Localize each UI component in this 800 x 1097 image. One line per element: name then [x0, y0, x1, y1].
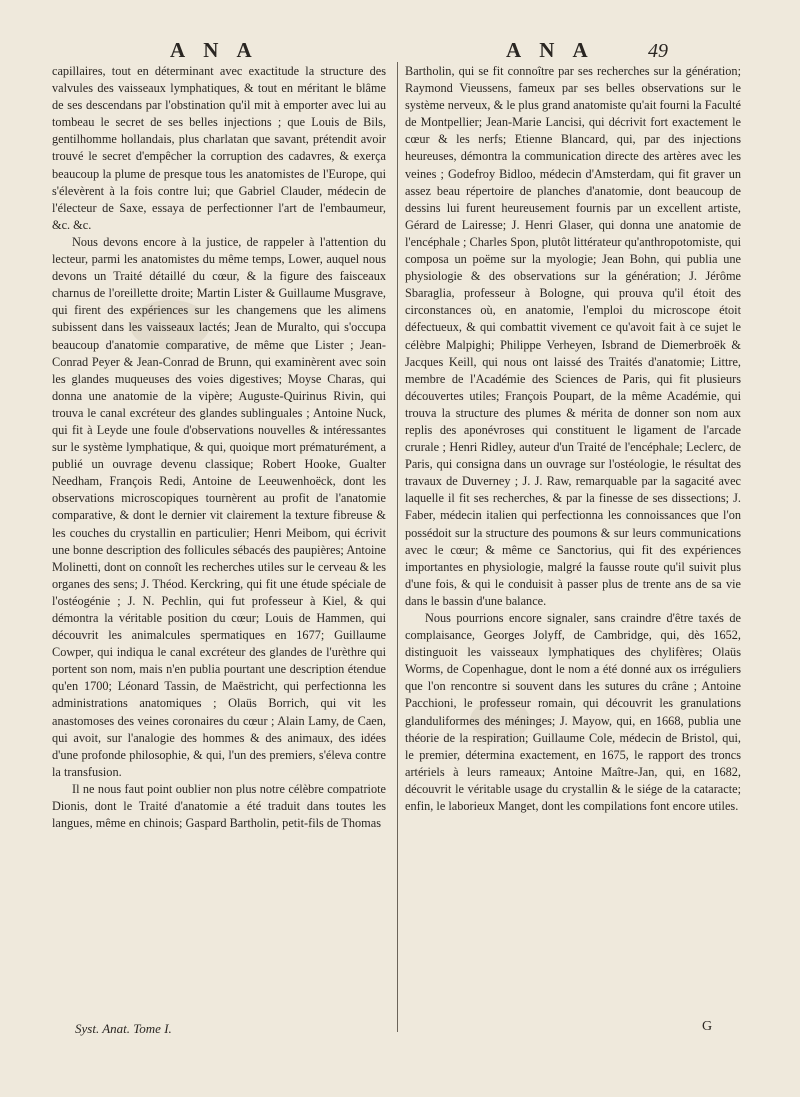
paragraph: capillaires, tout en déterminant avec exactitude la structure des valvules des vaisseaux lymphatiques, & tout en méritant le blâme de ses descendans par l'obstination qu'il mit à emporter avec lui au tombeau le secret de ses belles injections ; que Louis de Bils, gentilhomme hollandais, plus charlatan que savant, prétendit avoir trouvé le secret d'empêcher la corruption des cadavres, & exerça beaucoup la plume de presque tous les anatomistes de l'Europe, qui s'élevèrent à la fois contre lui; que Gabriel Clauder, médecin de l'électeur de Saxe, essaya de perfectionner l'art de l'embaumeur, &c. &c.: [52, 64, 386, 232]
paragraph: Il ne nous faut point oublier non plus notre célèbre compatriote Dionis, dont le Traité d'anatomie a été traduit dans toutes les langues, même en chinois; Gaspard Bartholin, petit-fils de Thomas: [52, 781, 386, 831]
page-number: 49: [648, 40, 668, 62]
column-divider: [397, 62, 398, 1032]
running-head-left: A N A: [170, 38, 259, 62]
right-column: [405, 63, 741, 815]
running-head-right: A N A: [506, 38, 595, 62]
left-column: [52, 63, 386, 832]
paragraph: Bartholin, qui se fit connoître par ses recherches sur la génération; Raymond Vieussens, fameux par ses belles observations sur le système nerveux, & le plus grand anatomiste qu'ait fourni la Faculté de Montpellier; Jean-Marie Lancisi, qui décrivit fort exactement le cœur & les nerfs; Etienne Blancard, qui, par des injections heureuses, démontra la communication directe des artères avec les veines ; Godefroy Bidloo, médecin d'Amsterdam, qui fit graver un assez beau répertoire de planches d'anatomie, dont beaucoup de dessins lui furent heureusement fournis par un excellent artiste, Gérard de Lairesse; J. Henri Glaser, qui donna une anatomie de l'encéphale ; Charles Spon, plutôt littérateur qu'anthropotomiste, qui composa un poëme sur la myologie; Jean Bohn, qui publia une physiologie & des observations sur la génération; J. Jérôme Sbaraglia, professeur à Bologne, qui prouva qu'il étoit des circonstances où, en anatomie, l'emploi du microscope étoit défectueux, & qui combattit vivement ce qu'avoit fait à ce sujet le célèbre Malpighi; Philippe Verheyen, Isbrand de Diemerbroëk & Jacques Keill, qui nous ont laissé des Traités d'anatomie; Littre, membre de l'Académie des Sciences de Paris, qui fit plusieurs découvertes utiles; François Poupart, de la même Académie, qui trouva la structure des plumes & mérita de donner son nom aux replis des aponévroses qui constituent le ligament de l'arcade crurale ; Henri Ridley, auteur d'un Traité de l'encéphale; Leclerc, de Paris, qui consigna dans un ouvrage sur l'ostéologie, le résultat des travaux de Duverney ; J. J. Raw, remarquable par la sagacité avec laquelle il fit ses recherches, & par la finesse de ses dissections; J. Faber, médecin italien qui perfectionna les connoissances que l'on possédoit sur la structure des poumons & sur leurs communications avec le cœur; & même ce Sanctorius, qui fit des expériences importantes en physiologie, malgré la fausse route qu'il suivit plus d'une fois, & qui le conduisit à passer plus de trente ans de sa vie dans le bassin d'une balance.: [405, 64, 741, 608]
paragraph: Nous pourrions encore signaler, sans craindre d'être taxés de complaisance, Georges Jolyff, de Cambridge, qui, dès 1652, distinguoit les vaisseaux lymphatiques des chylifères; Olaüs Worms, de Copenhague, dont le nom a été donné aux os irréguliers que l'on rencontre si souvent dans les sutures du crâne ; Antoine Pacchioni, le professeur romain, qui découvrit les granulations glanduliformes des méninges; J. Mayow, qui, en 1668, publia une théorie de la respiration; Guillaume Cole, médecin de Bristol, qui, le premier, détermina exactement, en 1675, le rapport des troncs artériels à leurs rameaux; Antoine Maître-Jan, qui, en 1682, découvrit le véritable usage du crystallin & le siége de la cataracte; enfin, le laborieux Manget, dont les compilations font encore utiles.: [405, 611, 741, 814]
signature-mark: G: [702, 1019, 713, 1034]
book-title-footer: Syst. Anat. Tome I.: [75, 1021, 172, 1036]
paragraph: Nous devons encore à la justice, de rappeler à l'attention du lecteur, parmi les anatomistes du même temps, Lower, auquel nous devons un Traité détaillé du cœur, & la figure des faisceaux charnus de l'oreillette droite; Martin Lister & Guillaume Musgrave, qui firent des expériences sur les changemens que les alimens subissent dans les vaisseaux lactés; Jean de Muralto, qui s'occupa beaucoup d'anatomie comparative, de même que Lister ; Jean-Conrad Peyer & Jean-Conrad de Brunn, qui examinèrent avec soin les glandes muqueuses des voies digestives; Moyse Charas, qui donna une anatomie de la vipère; Auguste-Quirinus Rivin, qui trouva le canal excréteur des glandes sublinguales ; Antoine Nuck, qui fit à Leyde une foule d'observations nouvelles & intéressantes sur le système lymphatique, & qui, quoique mort prématurément, a publié un ouvrage devenu classique; Robert Hooke, Gualter Needham, François Redi, Antoine de Leeuwenhoëck, dont les observations microscopiques tournèrent au profit de l'anatomie comparative, & dont le dernier vit clairement la texture fibreuse & les couches du crystallin en particulier; Henri Meibom, qui écrivit une bonne description des follicules sébacés des paupières; Antoine Molinetti, dont on connoît les recherches utiles sur le cerveau & les organes des sens; J. Théod. Kerckring, qui fit une étude spéciale de l'ostéogénie ; J. N. Pechlin, qui fut professeur à Kiel, & qui démontra la véritable position du cœur; Louis de Hammen, qui découvrit les animalcules spermatiques en 1677; Guillaume Cowper, qui indiqua le canal excréteur des glandes de l'urèthre qui portent son nom, mais n'en publia pourtant une description étendue qu'en 1700; Léonard Tassin, de Maëstricht, qui perfectionna les administrations anatomiques ; Olaüs Borrich, qui vit les anastomoses des veines coronaires du cœur ; Alain Lamy, de Caen, qui avoit, sur l'analogie des hommes & des animaux, des idées d'une profonde philosophie, & qui, l'un des premiers, s'éleva contre la transfusion.: [52, 234, 386, 779]
